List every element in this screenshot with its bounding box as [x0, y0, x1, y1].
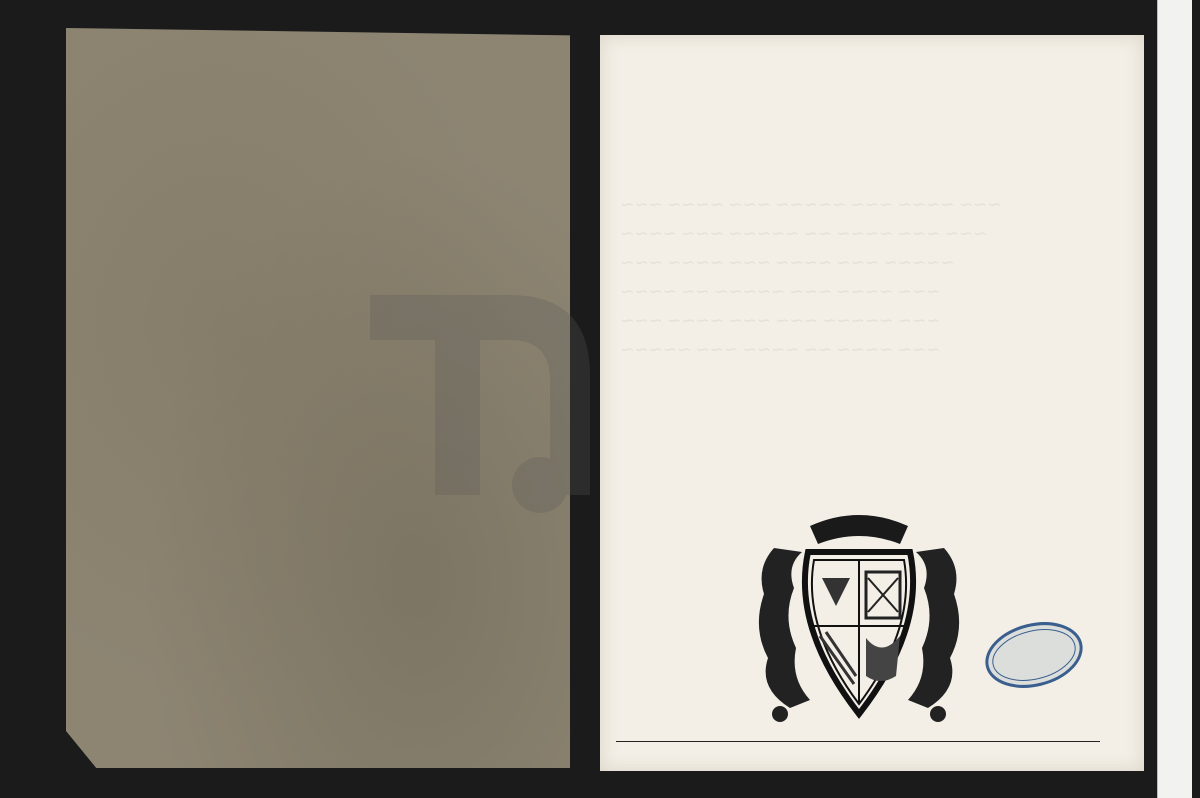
title-block [600, 58, 1144, 60]
library-stamp [982, 617, 1086, 693]
show-through-text: ∽∽∽ ∽∽∽∽ ∽∽∽ ∽∽∽∽∽ ∽∽∽ ∽∽∽∽ ∽∽∽ ∽∽∽∽ ∽∽∽ ∽∽∽∽∽ ∽∽ ∽∽∽∽ ∽∽∽ ∽∽∽ ∽∽∽ ∽∽∽∽ ∽∽∽ ∽∽∽∽ ∽∽∽ ∽∽∽∽∽ ∽∽∽∽ ∽∽ ∽∽∽∽∽ ∽∽∽ ∽∽∽∽ ∽∽∽ ∽∽∽ ∽∽∽∽ ∽∽∽ ∽∽∽ ∽∽∽∽∽ ∽∽∽ ∽∽∽∽∽ ∽∽∽ ∽∽∽∽ ∽∽ ∽∽∽∽ ∽∽∽ [620, 195, 1002, 359]
coat-of-arms-woodcut [750, 508, 968, 724]
imprint-rule [616, 741, 1100, 742]
museum-logo-watermark [360, 285, 690, 515]
centimeter-ruler [1157, 0, 1192, 798]
